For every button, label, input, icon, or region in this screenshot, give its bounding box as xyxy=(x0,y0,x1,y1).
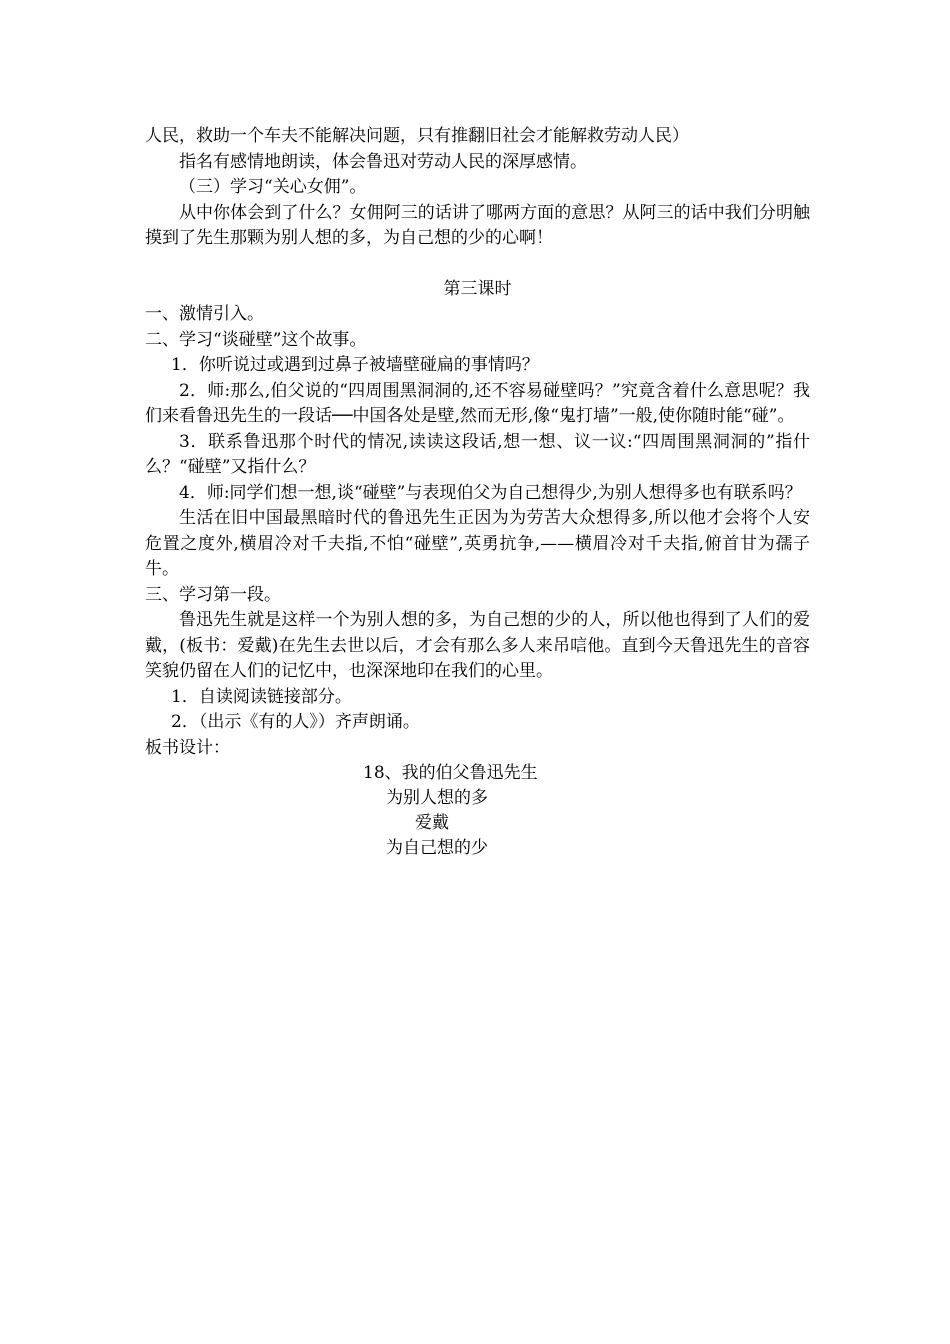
paragraph-reading: 指名有感情地朗读，体会鲁迅对劳动人民的深厚感情。 xyxy=(179,151,587,172)
board-title: 18、我的伯父鲁迅先生 xyxy=(363,763,538,783)
paragraph-love: 鲁迅先生就是这样一个为别人想的多，为自己想的少的人，所以他也得到了人们的爱戴，(板书：爱戴)在先生去世以后，才会有那么多人来吊唁他。直到今天鲁迅先生的音容笑貌仍留在人们的记忆中，也深深地印在我们的心里。 xyxy=(145,610,810,681)
question-1: 1．你听说过或遇到过鼻子被墙壁碰扁的事情吗？ xyxy=(171,355,539,375)
section-heading-maid: （三）学习“关心女佣”。 xyxy=(179,177,367,197)
lesson-title: 第三课时 xyxy=(443,278,512,299)
question-2: 2．师:那么,伯父说的“四周围黑洞洞的,还不容易碰壁吗？”究竟含着什么意思呢？我们来看鲁迅先生的一段话──中国各处是壁,然而无形,像“鬼打墙”一般,使你随时能“碰”。 xyxy=(145,380,810,426)
step-3-heading: 三、学习第一段。 xyxy=(145,584,281,605)
task-1: 1．自读阅读链接部分。 xyxy=(171,686,352,707)
paragraph-maid-question: 从中你体会到了什么？女佣阿三的话讲了哪两方面的意思？从阿三的话中我们分明触摸到了先生那颗为别人想的多，为自己想的少的心啊！ xyxy=(145,202,810,248)
board-design-label: 板书设计： xyxy=(145,737,230,758)
document-page xyxy=(145,124,810,863)
board-design xyxy=(145,761,810,863)
task-2: 2．（出示《有的人》）齐声朗诵。 xyxy=(171,712,420,732)
paragraph-continuation: 人民，救助一个车夫不能解决问题，只有推翻旧社会才能解救劳动人民） xyxy=(145,126,689,146)
question-4: 4．师:同学们想一想,谈“碰壁”与表现伯父为自己想得少,为别人想得多也有联系吗？ xyxy=(179,482,802,503)
blank-line xyxy=(145,252,810,277)
step-2-heading: 二、学习“谈碰壁”这个故事。 xyxy=(145,329,367,350)
question-3: 3．联系鲁迅那个时代的情况,读读这段话,想一想、议一议:“四周围黑洞洞的”指什么？“碰壁”又指什么？ xyxy=(145,431,810,477)
board-line-others: 为别人想的多 xyxy=(386,788,488,808)
step-1-heading: 一、激情引入。 xyxy=(145,304,264,324)
board-line-self: 为自己想的少 xyxy=(386,838,488,858)
board-line-love: 爱戴 xyxy=(415,813,449,833)
paragraph-summary: 生活在旧中国最黑暗时代的鲁迅先生正因为为劳苦大众想得多,所以他才会将个人安危置之度外,横眉冷对千夫指,不怕“碰壁”,英勇抗争,——横眉冷对千夫指,俯首甘为孺子牛。 xyxy=(145,508,810,579)
